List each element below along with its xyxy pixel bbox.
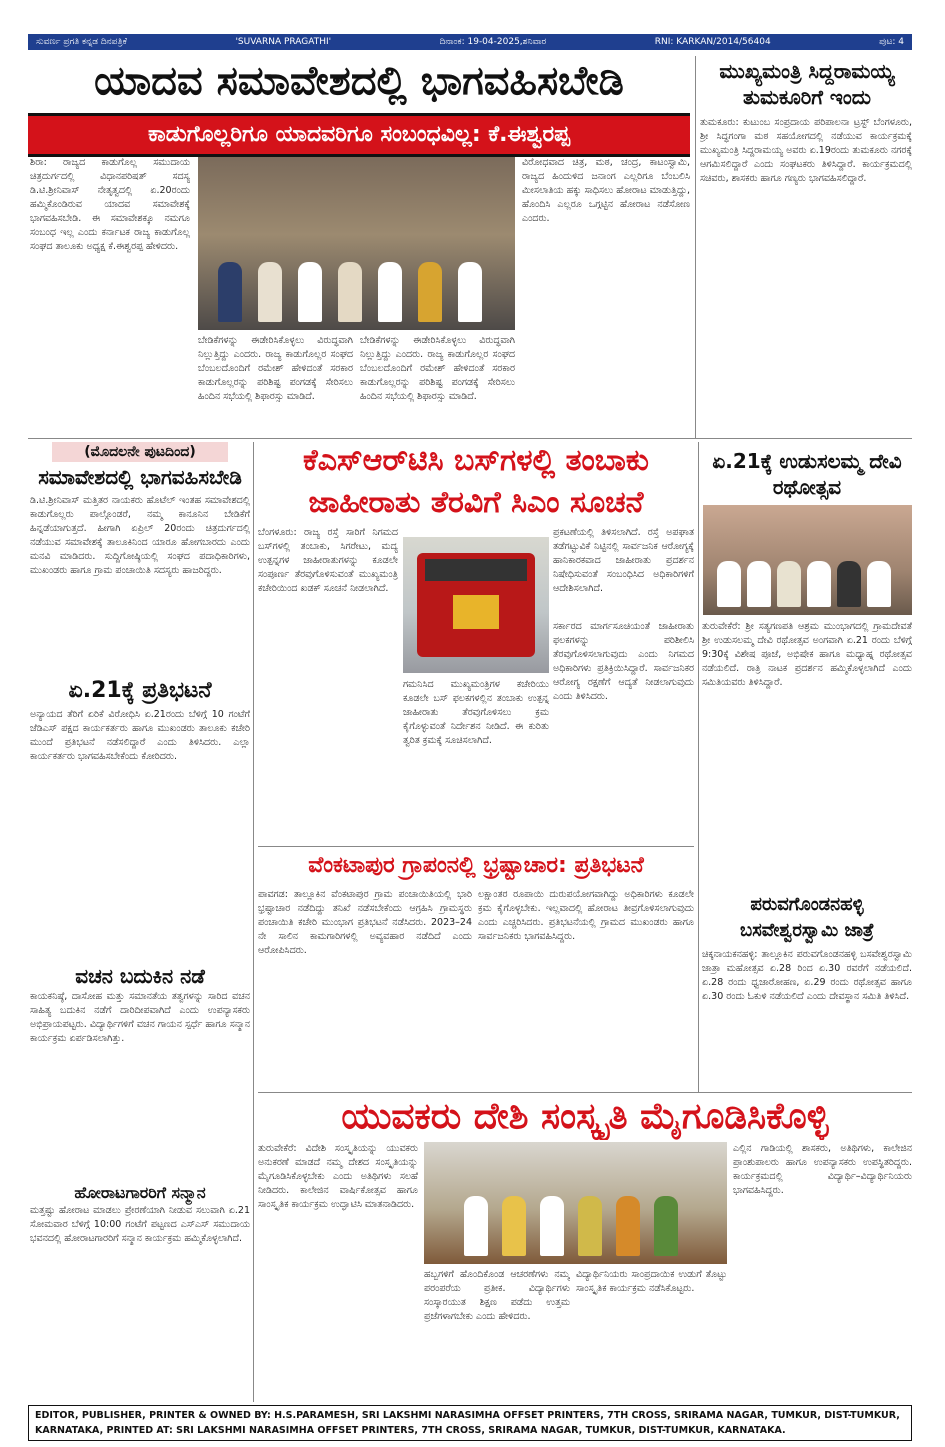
lead-column-2b: ಬೇಡಿಕೆಗಳನ್ನು ಈಡೇರಿಸಿಕೊಳ್ಳಲು ವಿರುದ್ಧವಾಗಿ ನಿಲ್ಲುತ್ತಿದ್ದು ಎಂದರು. ರಾಜ್ಯ ಕಾಡುಗೊಲ್ಲರ ಸಂಘದ ಬೆಂಬಲದೊಂದಿಗೆ ರಮೇಶ್ ಹೇಳಿದಂತೆ ಸರಕಾರ ಕಾಡುಗೊಲ್ಲರನ್ನು ಪರಿಶಿಷ್ಟ ಪಂಗಡಕ್ಕೆ ಸೇರಿಸಲು ಹಿಂದಿನ ಸಭೆಯಲ್ಲಿ ಶಿಫಾರಸ್ಸು ಮಾಡಿದೆ. <box>360 335 515 402</box>
masthead-bar <box>28 34 912 50</box>
lead-subheadline: ಕಾಡುಗೊಲ್ಲರಿಗೂ ಯಾದವರಿಗೂ ಸಂಬಂಧವಿಲ್ಲ: ಕೆ.ಈಶ್ವರಪ್ಪ <box>28 113 690 157</box>
page-number: ಪುಟ: 4 <box>879 37 904 47</box>
paper-name-english: 'SUVARNA PRAGATHI' <box>235 37 332 47</box>
continued-tag: (ಮೊದಲನೇ ಪುಟದಿಂದ) <box>52 442 228 462</box>
continued-body: ಡಿ.ಟಿ.ಶ್ರೀನಿವಾಸ್ ಮತ್ತಿತರ ನಾಯಕರು ಹೊಟೆಲ್‌ ಇಂತಹ ಸಮಾವೇಶದಲ್ಲಿ ಕಾಡುಗೊಲ್ಲರು ಪಾಲ್ಗೊಂಡರೆ, ನಮ್ಮ ಕಾನೂನಿನ ಬೇಡಿಕೆಗೆ ಹಿನ್ನಡೆಯಾಗುತ್ತದೆ. ಹೀಗಾಗಿ ಏಪ್ರಿಲ್ 20ರಂದು ಚಿತ್ರದುರ್ಗದಲ್ಲಿ ನಡೆಯುವ ಸಮಾವೇಶಕ್ಕೆ ತಾಲೂಕಿನಿಂದ ಯಾರೂ ಹೋಗಬಾರದು ಎಂದು ಮನವಿ ಮಾಡಿದರು. ಸುದ್ದಿಗೋಷ್ಠಿಯಲ್ಲಿ ಸಂಘದ ಪದಾಧಿಕಾರಿಗಳು, ಮುಖಂಡರು ಹಾಗೂ ಗ್ರಾಮ ಪಂಚಾಯಿತಿ ಸದಸ್ಯರು ಹಾಜರಿದ್ದರು. <box>30 495 250 576</box>
yuva-headline: ಯುವಕರು ದೇಶಿ ಸಂಸ್ಕೃತಿ ಮೈಗೂಡಿಸಿಕೊಳ್ಳಿ <box>341 1096 829 1137</box>
rni-number: RNI: KARKAN/2014/56404 <box>654 37 771 47</box>
continued-headline: ಸಮಾವೇಶದಲ್ಲಿ ಭಾಗವಹಿಸಬೇಡಿ <box>38 465 242 489</box>
divider <box>28 438 912 439</box>
divider <box>253 442 254 1402</box>
fighters-body: ಮತ್ತಷ್ಟು ಹೋರಾಟ ಮಾಡಲು ಪ್ರೇರಣೆಯಾಗಿ ನೀಡುವ ಸಲುವಾಗಿ ಏ.21 ಸೋಮವಾರ ಬೆಳಿಗ್ಗೆ 10:00 ಗಂಟೆಗೆ ಪಟ್ಟಣದ ಎಸ್‌ಎಸ್ ಸಮುದಾಯ ಭವನದಲ್ಲಿ ಹೋರಾಟಗಾರರಿಗೆ ಸನ್ಮಾನ ಕಾರ್ಯಕ್ರಮ ಹಮ್ಮಿಕೊಳ್ಳಲಾಗಿದೆ. <box>30 1205 250 1244</box>
ksrtc-column-1: ಬೆಂಗಳೂರು: ರಾಜ್ಯ ರಸ್ತೆ ಸಾರಿಗೆ ನಿಗಮದ ಬಸ್‌ಗಳಲ್ಲಿ ತಂಬಾಕು, ಸಿಗರೇಟು, ಮದ್ಯ ಉತ್ಪನ್ನಗಳ ಜಾಹೀರಾತುಗಳನ್ನು ಕೂಡಲೇ ಸಂಪೂರ್ಣ ತೆರವುಗೊಳಿಸುವಂತೆ ಮುಖ್ಯಮಂತ್ರಿ ಕಚೇರಿಯಿಂದ ಖಡಕ್ ಸೂಚನೆ ನೀಡಲಾಗಿದೆ. <box>258 527 398 594</box>
ksrtc-column-2: ಪ್ರಕಟಣೆಯಲ್ಲಿ ತಿಳಿಸಲಾಗಿದೆ. ರಸ್ತೆ ಅಪಘಾತ ತಡೆಗಟ್ಟುವಿಕೆ ನಿಟ್ಟಿನಲ್ಲಿ ಸಾರ್ವಜನಿಕ ಆರೋಗ್ಯಕ್ಕೆ ಹಾನಿಕಾರಕವಾದ ಜಾಹೀರಾತು ಪ್ರದರ್ಶನ ನಿಷೇಧಿಸುವಂತೆ ಸಂಬಂಧಿಸಿದ ಅಧಿಕಾರಿಗಳಿಗೆ ಆದೇಶಿಸಲಾಗಿದೆ. <box>553 527 694 594</box>
vachana-body: ಕಾಯಕನಿಷ್ಠೆ, ದಾಸೋಹ ಮತ್ತು ಸಮಾನತೆಯ ತತ್ವಗಳನ್ನು ಸಾರಿದ ವಚನ ಸಾಹಿತ್ಯ ಬದುಕಿನ ನಡೆಗೆ ದಾರಿದೀಪವಾಗಿದೆ ಎಂದು ಉಪನ್ಯಾಸಕರು ಅಭಿಪ್ರಾಯಪಟ್ಟರು. ವಿದ್ಯಾರ್ಥಿಗಳಿಗೆ ವಚನ ಗಾಯನ ಸ್ಪರ್ಧೆ ಹಾಗೂ ಸನ್ಮಾನ ಕಾರ್ಯಕ್ರಮ ಏರ್ಪಡಿಸಲಾಗಿತ್ತು. <box>30 991 250 1044</box>
venkatapura-headline: ವೆಂಕಟಾಪುರ ಗ್ರಾಪಂನಲ್ಲಿ ಭ್ರಷ್ಟಾಚಾರ: ಪ್ರತಿಭಟನೆ <box>308 853 644 878</box>
lead-column-3: ವಿರೋಧವಾದ ಚಿತ್ರ, ಮಠ, ಚಂದ್ರ, ಕಾಟಂಸ್ವಾಮಿ, ರಾಜ್ಯದ ಹಿಂದುಳಿದ ಜನಾಂಗ ಎಲ್ಲರಿಗೂ ಬೆಂಬಲಿಸಿ ಮೀಸಲಾತಿಯ ಹಕ್ಕು ಸಾಧಿಸಲು ಹೋರಾಟ ಮಾಡುತ್ತಿದ್ದು, ಹೊಂದಿಸಿ ಎಲ್ಲರೂ ಒಗ್ಗಟ್ಟಿನ ಹೋರಾಟ ನಡೆಸೋಣ ಎಂದರು. <box>522 157 690 224</box>
ksrtc-column-4: ಸರ್ಕಾರದ ಮಾರ್ಗಸೂಚಿಯಂತೆ ಜಾಹೀರಾತು ಫಲಕಗಳನ್ನು ಪರಿಶೀಲಿಸಿ ತೆರವುಗೊಳಿಸಲಾಗುವುದು ಎಂದು ನಿಗಮದ ಅಧಿಕಾರಿಗಳು ಪ್ರತಿಕ್ರಿಯಿಸಿದ್ದಾರೆ. ಸಾರ್ವಜನಿಕರ ಆರೋಗ್ಯ ರಕ್ಷಣೆಗೆ ಆದ್ಯತೆ ನೀಡಲಾಗುವುದು ಎಂದು ತಿಳಿಸಿದರು. <box>553 621 694 702</box>
ksrtc-column-3: ಗಮನಿಸಿದ ಮುಖ್ಯಮಂತ್ರಿಗಳ ಕಚೇರಿಯು ಕೂಡಲೇ ಬಸ್ ಫಲಕಗಳಲ್ಲಿನ ತಂಬಾಕು ಉತ್ಪನ್ನ ಜಾಹೀರಾತು ತೆರವುಗೊಳಿಸಲು ಕ್ರಮ ಕೈಗೊಳ್ಳುವಂತೆ ನಿರ್ದೇಶನ ನೀಡಿದೆ. ಈ ಕುರಿತು ತ್ವರಿತ ಕ್ರಮಕ್ಕೆ ಸೂಚಿಸಲಾಗಿದೆ. <box>403 679 549 746</box>
divider <box>695 56 696 438</box>
ksrtc-headline-line2: ಜಾಹೀರಾತು ತೆರವಿಗೆ ಸಿಎಂ ಸೂಚನೆ <box>308 485 644 520</box>
paruvagondanahalli-headline-line2: ಬಸವೇಶ್ವರಸ್ವಾಮಿ ಜಾತ್ರೆ <box>740 920 874 941</box>
ksrtc-bus-photo <box>403 537 549 673</box>
udusalamma-body: ತುರುವೇಕೆರೆ: ಶ್ರೀ ಸತ್ಯಗಣಪತಿ ಆಶ್ರಮ ಮುಂಭಾಗದಲ್ಲಿ ಗ್ರಾಮದೇವತೆ ಶ್ರೀ ಉಡುಸಲಮ್ಮ ದೇವಿ ರಥೋತ್ಸವ ಅಂಗವಾಗಿ ಏ.21 ರಂದು ಬೆಳಿಗ್ಗೆ 9:30ಕ್ಕೆ ವಿಶೇಷ ಪೂಜೆ, ಅಭಿಷೇಕ ಹಾಗೂ ಮಧ್ಯಾಹ್ನ ರಥೋತ್ಸವ ನಡೆಯಲಿದೆ. ರಾತ್ರಿ ನಾಟಕ ಪ್ರದರ್ಶನ ಹಮ್ಮಿಕೊಳ್ಳಲಾಗಿದೆ ಎಂದು ಸಮಿತಿಯವರು ತಿಳಿಸಿದ್ದಾರೆ. <box>702 621 912 688</box>
protest1-body: ಅನ್ಯಾಯದ ತೆರಿಗೆ ಏರಿಕೆ ವಿರೋಧಿಸಿ ಏ.21ರಂದು ಬೆಳಿಗ್ಗೆ 10 ಗಂಟೆಗೆ ಜೆಡಿಎಸ್ ಪಕ್ಷದ ಕಾರ್ಯಕರ್ತರು ಹಾಗೂ ಮುಖಂಡರು ತಾಲೂಕು ಕಚೇರಿ ಮುಂದೆ ಪ್ರತಿಭಟನೆ ನಡೆಸಲಿದ್ದಾರೆ ಎಂದು ತಿಳಿಸಿದರು. ಎಲ್ಲಾ ಕಾರ್ಯಕರ್ತರು ಭಾಗವಹಿಸಬೇಕೆಂದು ಕೋರಿದರು. <box>30 709 250 762</box>
yuva-column-2: ಹಬ್ಬಗಳಿಗೆ ಹೊಂದಿಕೊಂಡ ಆಚರಣೆಗಳು ನಮ್ಮ ಪರಂಪರೆಯ ಪ್ರತೀಕ. ವಿದ್ಯಾರ್ಥಿಗಳು ಸಂಸ್ಕಾರಯುತ ಶಿಕ್ಷಣ ಪಡೆದು ಉತ್ತಮ ಪ್ರಜೆಗಳಾಗಬೇಕು ಎಂದು ಹೇಳಿದರು. <box>424 1269 570 1322</box>
udusalamma-photo <box>703 505 912 615</box>
divider <box>698 442 699 1092</box>
issue-date: ದಿನಾಂಕ: 19-04-2025,ಶನಿವಾರ <box>439 37 547 47</box>
vachana-headline: ವಚನ ಬದುಕಿನ ನಡೆ <box>75 964 205 988</box>
venkatapura-column-1: ಪಾವಗಡ: ತಾಲ್ಲೂಕಿನ ವೆಂಕಟಾಪುರ ಗ್ರಾಮ ಪಂಚಾಯಿತಿಯಲ್ಲಿ ಭಾರಿ ಭ್ರಷ್ಟಾಚಾರ ನಡೆದಿದ್ದು ತನಿಖೆ ನಡೆಸಬೇಕೆಂದು ಆಗ್ರಹಿಸಿ ಗ್ರಾಮಸ್ಥರು ಪಂಚಾಯಿತಿ ಕಚೇರಿ ಮುಂಭಾಗ ಪ್ರತಿಭಟನೆ ನಡೆಸಿದರು. 2023–24 ನೇ ಸಾಲಿನ ಕಾಮಗಾರಿಗಳಲ್ಲಿ ಅವ್ಯವಹಾರ ನಡೆದಿದೆ ಎಂದು ಆರೋಪಿಸಿದರು. <box>258 889 472 956</box>
lead-headline: ಯಾದವ ಸಮಾವೇಶದಲ್ಲಿ ಭಾಗವಹಿಸಬೇಡಿ <box>94 58 624 104</box>
yuva-photo <box>424 1142 727 1264</box>
ksrtc-headline-line1: ಕೆಎಸ್‌ಆರ್‌ಟಿಸಿ ಬಸ್‌ಗಳಲ್ಲಿ ತಂಬಾಕು <box>303 443 649 478</box>
cm-body: ತುಮಕೂರು: ಕುಟುಂಬ ಸಂಪ್ರದಾಯ ಪರಿಪಾಲನಾ ಟ್ರಸ್ಟ್ ಬೆಂಗಳೂರು, ಶ್ರೀ ಸಿದ್ಧಗಂಗಾ ಮಠ ಸಹಯೋಗದಲ್ಲಿ ನಡೆಯುವ ಕಾರ್ಯಕ್ರಮಕ್ಕೆ ಮುಖ್ಯಮಂತ್ರಿ ಸಿದ್ದರಾಮಯ್ಯ ಅವರು ಏ.19ರಂದು ತುಮಕೂರು ನಗರಕ್ಕೆ ಆಗಮಿಸಲಿದ್ದಾರೆ ಎಂದು ಸಂಘಟಕರು ತಿಳಿಸಿದ್ದಾರೆ. ಕಾರ್ಯಕ್ರಮದಲ್ಲಿ ಸಚಿವರು, ಶಾಸಕರು ಹಾಗೂ ಗಣ್ಯರು ಭಾಗವಹಿಸಲಿದ್ದಾರೆ. <box>700 117 912 184</box>
yuva-column-4: ಎಲ್ಲಿನ ಗಾಡಿಯಲ್ಲಿ ಶಾಸಕರು, ಅತಿಥಿಗಳು, ಕಾಲೇಜಿನ ಪ್ರಾಂಶುಪಾಲರು ಹಾಗೂ ಉಪನ್ಯಾಸಕರು ಉಪಸ್ಥಿತರಿದ್ದರು. ಕಾರ್ಯಕ್ರಮದಲ್ಲಿ ವಿದ್ಯಾರ್ಥಿ–ವಿದ್ಯಾರ್ಥಿನಿಯರು ಭಾಗವಹಿಸಿದ್ದರು. <box>733 1143 912 1196</box>
divider <box>258 1092 912 1093</box>
yuva-column-1: ತುರುವೇಕೆರೆ: ವಿದೇಶಿ ಸಂಸ್ಕೃತಿಯನ್ನು ಯುವಕರು ಅನುಕರಣೆ ಮಾಡದೆ ನಮ್ಮ ದೇಶದ ಸಂಸ್ಕೃತಿಯನ್ನು ಮೈಗೂಡಿಸಿಕೊಳ್ಳಬೇಕು ಎಂದು ಅತಿಥಿಗಳು ಸಲಹೆ ನೀಡಿದರು. ಕಾಲೇಜಿನ ವಾರ್ಷಿಕೋತ್ಸವ ಹಾಗೂ ಸಾಂಸ್ಕೃತಿಕ ಕಾರ್ಯಕ್ರಮ ಉದ್ಘಾಟಿಸಿ ಮಾತನಾಡಿದರು. <box>258 1143 418 1210</box>
imprint-footer: EDITOR, PUBLISHER, PRINTER & OWNED BY: H.S.PARAMESH, SRI LAKSHMI NARASIMHA OFFSET PRINTERS, 7TH CROSS, SRIRAMA NAGAR, TUMKUR, DIST-TUMKUR, KARNATAKA, PRINTED AT: SRI LAKSHMI NARASIMHA OFFSET PRINTERS, 7TH CROSS, SRIRAMA NAGAR, TUMKUR, DIST-TUMKUR, KARNATAKA. <box>28 1405 912 1441</box>
divider <box>258 846 694 847</box>
paruvagondanahalli-body: ಚಿಕ್ಕನಾಯಕನಹಳ್ಳಿ: ತಾಲ್ಲೂಕಿನ ಪರುವಗೊಂಡನಹಳ್ಳಿ ಬಸವೇಶ್ವರಸ್ವಾಮಿ ಜಾತ್ರಾ ಮಹೋತ್ಸವ ಏ.28 ರಿಂದ ಏ.30 ರವರೆಗೆ ನಡೆಯಲಿದೆ. ಏ.28 ರಂದು ಧ್ವಜಾರೋಹಣ, ಏ.29 ರಂದು ರಥೋತ್ಸವ ಹಾಗೂ ಏ.30 ರಂದು ಓಕುಳಿ ನಡೆಯಲಿದೆ ಎಂದು ದೇವಸ್ಥಾನ ಸಮಿತಿ ತಿಳಿಸಿದೆ. <box>702 949 912 1002</box>
lead-photo <box>198 157 515 330</box>
lead-column-2: ಬೇಡಿಕೆಗಳನ್ನು ಈಡೇರಿಸಿಕೊಳ್ಳಲು ವಿರುದ್ಧವಾಗಿ ನಿಲ್ಲುತ್ತಿದ್ದು ಎಂದರು. ರಾಜ್ಯ ಕಾಡುಗೊಲ್ಲರ ಸಂಘದ ಬೆಂಬಲದೊಂದಿಗೆ ರಮೇಶ್ ಹೇಳಿದಂತೆ ಸರಕಾರ ಕಾಡುಗೊಲ್ಲರನ್ನು ಪರಿಶಿಷ್ಟ ಪಂಗಡಕ್ಕೆ ಸೇರಿಸಲು ಹಿಂದಿನ ಸಭೆಯಲ್ಲಿ ಶಿಫಾರಸ್ಸು ಮಾಡಿದೆ. <box>198 335 353 402</box>
venkatapura-column-2: ಲಕ್ಷಾಂತರ ರೂಪಾಯಿ ದುರುಪಯೋಗವಾಗಿದ್ದು ಅಧಿಕಾರಿಗಳು ಕೂಡಲೇ ಕ್ರಮ ಕೈಗೊಳ್ಳಬೇಕು. ಇಲ್ಲವಾದಲ್ಲಿ ಹೋರಾಟ ತೀವ್ರಗೊಳಿಸಲಾಗುವುದು ಎಂದು ಎಚ್ಚರಿಸಿದರು. ಪ್ರತಿಭಟನೆಯಲ್ಲಿ ಗ್ರಾಮದ ಮುಖಂಡರು ಹಾಗೂ ಸಾರ್ವಜನಿಕರು ಭಾಗವಹಿಸಿದ್ದರು. <box>478 889 694 942</box>
paper-name-kannada: ಸುವರ್ಣ ಪ್ರಗತಿ ಕನ್ನಡ ದಿನಪತ್ರಿಕೆ <box>36 37 127 47</box>
lead-column-1: ಶಿರಾ: ರಾಜ್ಯದ ಕಾಡುಗೊಲ್ಲ ಸಮುದಾಯ ಚಿತ್ರದುರ್ಗದಲ್ಲಿ ವಿಧಾನಪರಿಷತ್ ಸದಸ್ಯ ಡಿ.ಟಿ.ಶ್ರೀನಿವಾಸ್ ನೇತೃತ್ವದಲ್ಲಿ ಏ.20ರಂದು ಹಮ್ಮಿಕೊಂಡಿರುವ ಯಾದವ ಸಮಾವೇಶಕ್ಕೆ ಭಾಗವಹಿಸಬೇಡಿ. ಈ ಸಮಾವೇಶಕ್ಕೂ ನಮಗೂ ಸಂಬಂಧ ಇಲ್ಲ ಎಂದು ಕರ್ನಾಟಕ ರಾಜ್ಯ ಕಾಡುಗೊಲ್ಲ ಸಂಘದ ತಾಲೂಕು ಅಧ್ಯಕ್ಷ ಕೆ.ಈಶ್ವರಪ್ಪ ಹೇಳಿದರು. <box>30 157 190 252</box>
protest1-headline: ಏ.21ಕ್ಕೆ ಪ್ರತಿಭಟನೆ <box>68 678 212 703</box>
fighters-headline: ಹೋರಾಟಗಾರರಿಗೆ ಸನ್ಮಾನ <box>74 1183 206 1202</box>
udusalamma-headline: ಏ.21ಕ್ಕೆ ಉಡುಸಲಮ್ಮ ದೇವಿ ರಥೋತ್ಸವ <box>712 449 902 499</box>
yuva-column-3: ವಿದ್ಯಾರ್ಥಿನಿಯರು ಸಾಂಪ್ರದಾಯಿಕ ಉಡುಗೆ ತೊಟ್ಟು ಸಾಂಸ್ಕೃತಿಕ ಕಾರ್ಯಕ್ರಮ ನಡೆಸಿಕೊಟ್ಟರು. <box>576 1269 727 1294</box>
paruvagondanahalli-headline-line1: ಪರುವಗೊಂಡನಹಳ್ಳಿ <box>750 894 864 915</box>
cm-headline: ಮುಖ್ಯಮಂತ್ರಿ ಸಿದ್ದರಾಮಯ್ಯ ತುಮಕೂರಿಗೆ ಇಂದು <box>719 59 895 109</box>
